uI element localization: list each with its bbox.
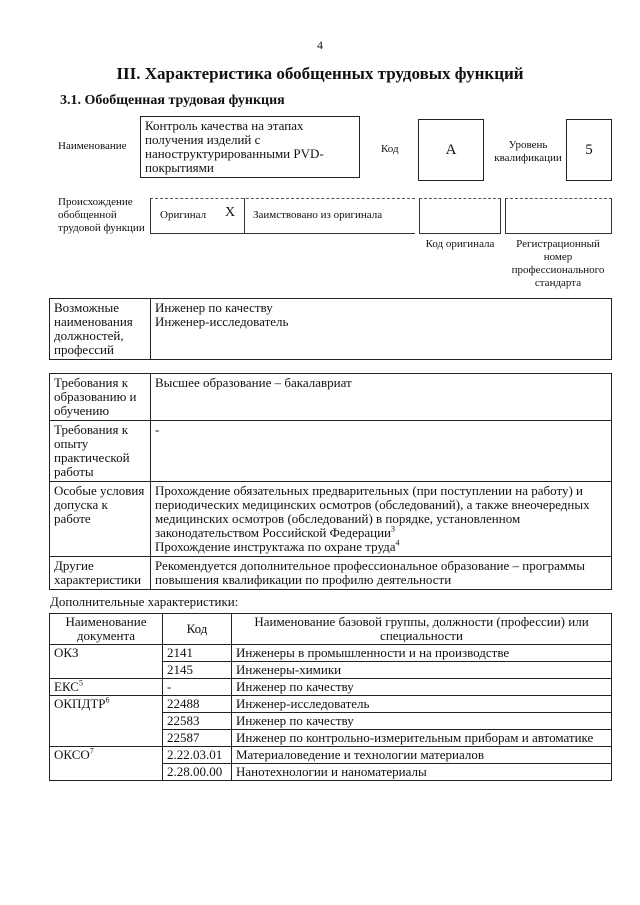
- code-original-box: [419, 198, 501, 234]
- doc-name: ОКПДТР: [54, 696, 106, 711]
- name-cell: Инженер по качеству: [232, 713, 612, 730]
- name-label: Наименование: [58, 140, 127, 152]
- positions-table: [49, 298, 612, 360]
- req-conditions-value: [151, 482, 612, 557]
- level-value: 5: [566, 119, 612, 181]
- doc-name: ОКЗ: [54, 645, 79, 660]
- req-education-value: Высшее образование – бакалавриат: [151, 374, 612, 421]
- additional-caption: Дополнительные характеристики:: [50, 594, 239, 609]
- code-label: Код: [381, 143, 399, 155]
- section-title: III. Характеристика обобщенных трудовых функций: [116, 64, 524, 83]
- name-cell: Инженер-исследователь: [232, 696, 612, 713]
- doc-cell: [50, 645, 163, 679]
- name-cell: Нанотехнологии и наноматериалы: [232, 764, 612, 781]
- doc-cell: [50, 747, 163, 781]
- table-row: [50, 696, 612, 713]
- footnote-ref: 6: [105, 695, 110, 705]
- name-cell: Инженеры в промышленности и на производстве: [232, 645, 612, 662]
- positions-label: Возможные наименования должностей, профессий: [50, 299, 151, 360]
- name-cell: Инженеры-химики: [232, 662, 612, 679]
- additional-table: [49, 613, 612, 781]
- code-cell: 22587: [163, 730, 232, 747]
- footnote-ref: 5: [78, 678, 83, 688]
- code-original-caption: Код оригинала: [425, 238, 495, 250]
- table-row: [50, 747, 612, 764]
- doc-name: ОКСО: [54, 747, 90, 762]
- doc-cell: [50, 679, 163, 696]
- code-value: A: [418, 119, 484, 181]
- name-cell: Инженер по контрольно-измерительным приборам и автоматике: [232, 730, 612, 747]
- requirements-table: [49, 373, 612, 590]
- code-cell: -: [163, 679, 232, 696]
- req-other-label: Другие характеристики: [50, 557, 151, 590]
- req-education-label: Требования к образованию и обучению: [50, 374, 151, 421]
- code-cell: 2145: [163, 662, 232, 679]
- table-row: [50, 645, 612, 662]
- req-experience-value: -: [151, 421, 612, 482]
- col-header-name: Наименование базовой группы, должности (профессии) или специальности: [232, 614, 612, 645]
- req-other-value: Рекомендуется дополнительное профессиональное образование – программы повышения квалификации по профилю деятельности: [151, 557, 612, 590]
- footnote-ref: 4: [395, 538, 400, 548]
- borrowed-label: Заимствовано из оригинала: [253, 209, 383, 221]
- code-cell: 22488: [163, 696, 232, 713]
- level-label: Уровень квалификации: [494, 139, 562, 164]
- col-header-code: Код: [163, 614, 232, 645]
- reg-number-caption: Регистрационный номер профессионального стандарта: [511, 238, 605, 289]
- reg-number-box: [505, 198, 612, 234]
- original-label: Оригинал: [160, 209, 207, 221]
- name-value: Контроль качества на этапах получения изделий с наноструктурированными PVD-покрытиями: [145, 118, 324, 175]
- origin-divider: [244, 198, 245, 234]
- page-number: 4: [317, 38, 323, 52]
- code-cell: 2.22.03.01: [163, 747, 232, 764]
- footnote-ref: 7: [89, 746, 94, 756]
- col-header-doc: Наименование документа: [50, 614, 163, 645]
- code-cell: 2141: [163, 645, 232, 662]
- doc-name: ЕКС: [54, 679, 79, 694]
- req-conditions-text: Прохождение обязательных предварительных (при поступлении на работу) и периодических медицинских осмотров (обследований), а также внеочередных медицинских осмотров (обследований) в порядке, установленном законодательством Российской Федерации: [155, 483, 590, 540]
- positions-values: [151, 299, 612, 360]
- doc-cell: [50, 696, 163, 747]
- position-item: Инженер по качеству: [155, 300, 273, 315]
- name-cell: Материаловедение и технологии материалов: [232, 747, 612, 764]
- name-cell: Инженер по качеству: [232, 679, 612, 696]
- subsection-title: 3.1. Обобщенная трудовая функция: [60, 93, 285, 108]
- code-cell: 22583: [163, 713, 232, 730]
- req-conditions-label: Особые условия допуска к работе: [50, 482, 151, 557]
- req-conditions-text2: Прохождение инструктажа по охране труда: [155, 539, 396, 554]
- position-item: Инженер-исследователь: [155, 314, 289, 329]
- footnote-ref: 3: [391, 524, 395, 534]
- table-row: [50, 679, 612, 696]
- original-mark: X: [225, 205, 236, 220]
- name-value-box: [140, 116, 360, 178]
- code-cell: 2.28.00.00: [163, 764, 232, 781]
- origin-label: Происхождение обобщенной трудовой функции: [58, 196, 145, 234]
- req-experience-label: Требования к опыту практической работы: [50, 421, 151, 482]
